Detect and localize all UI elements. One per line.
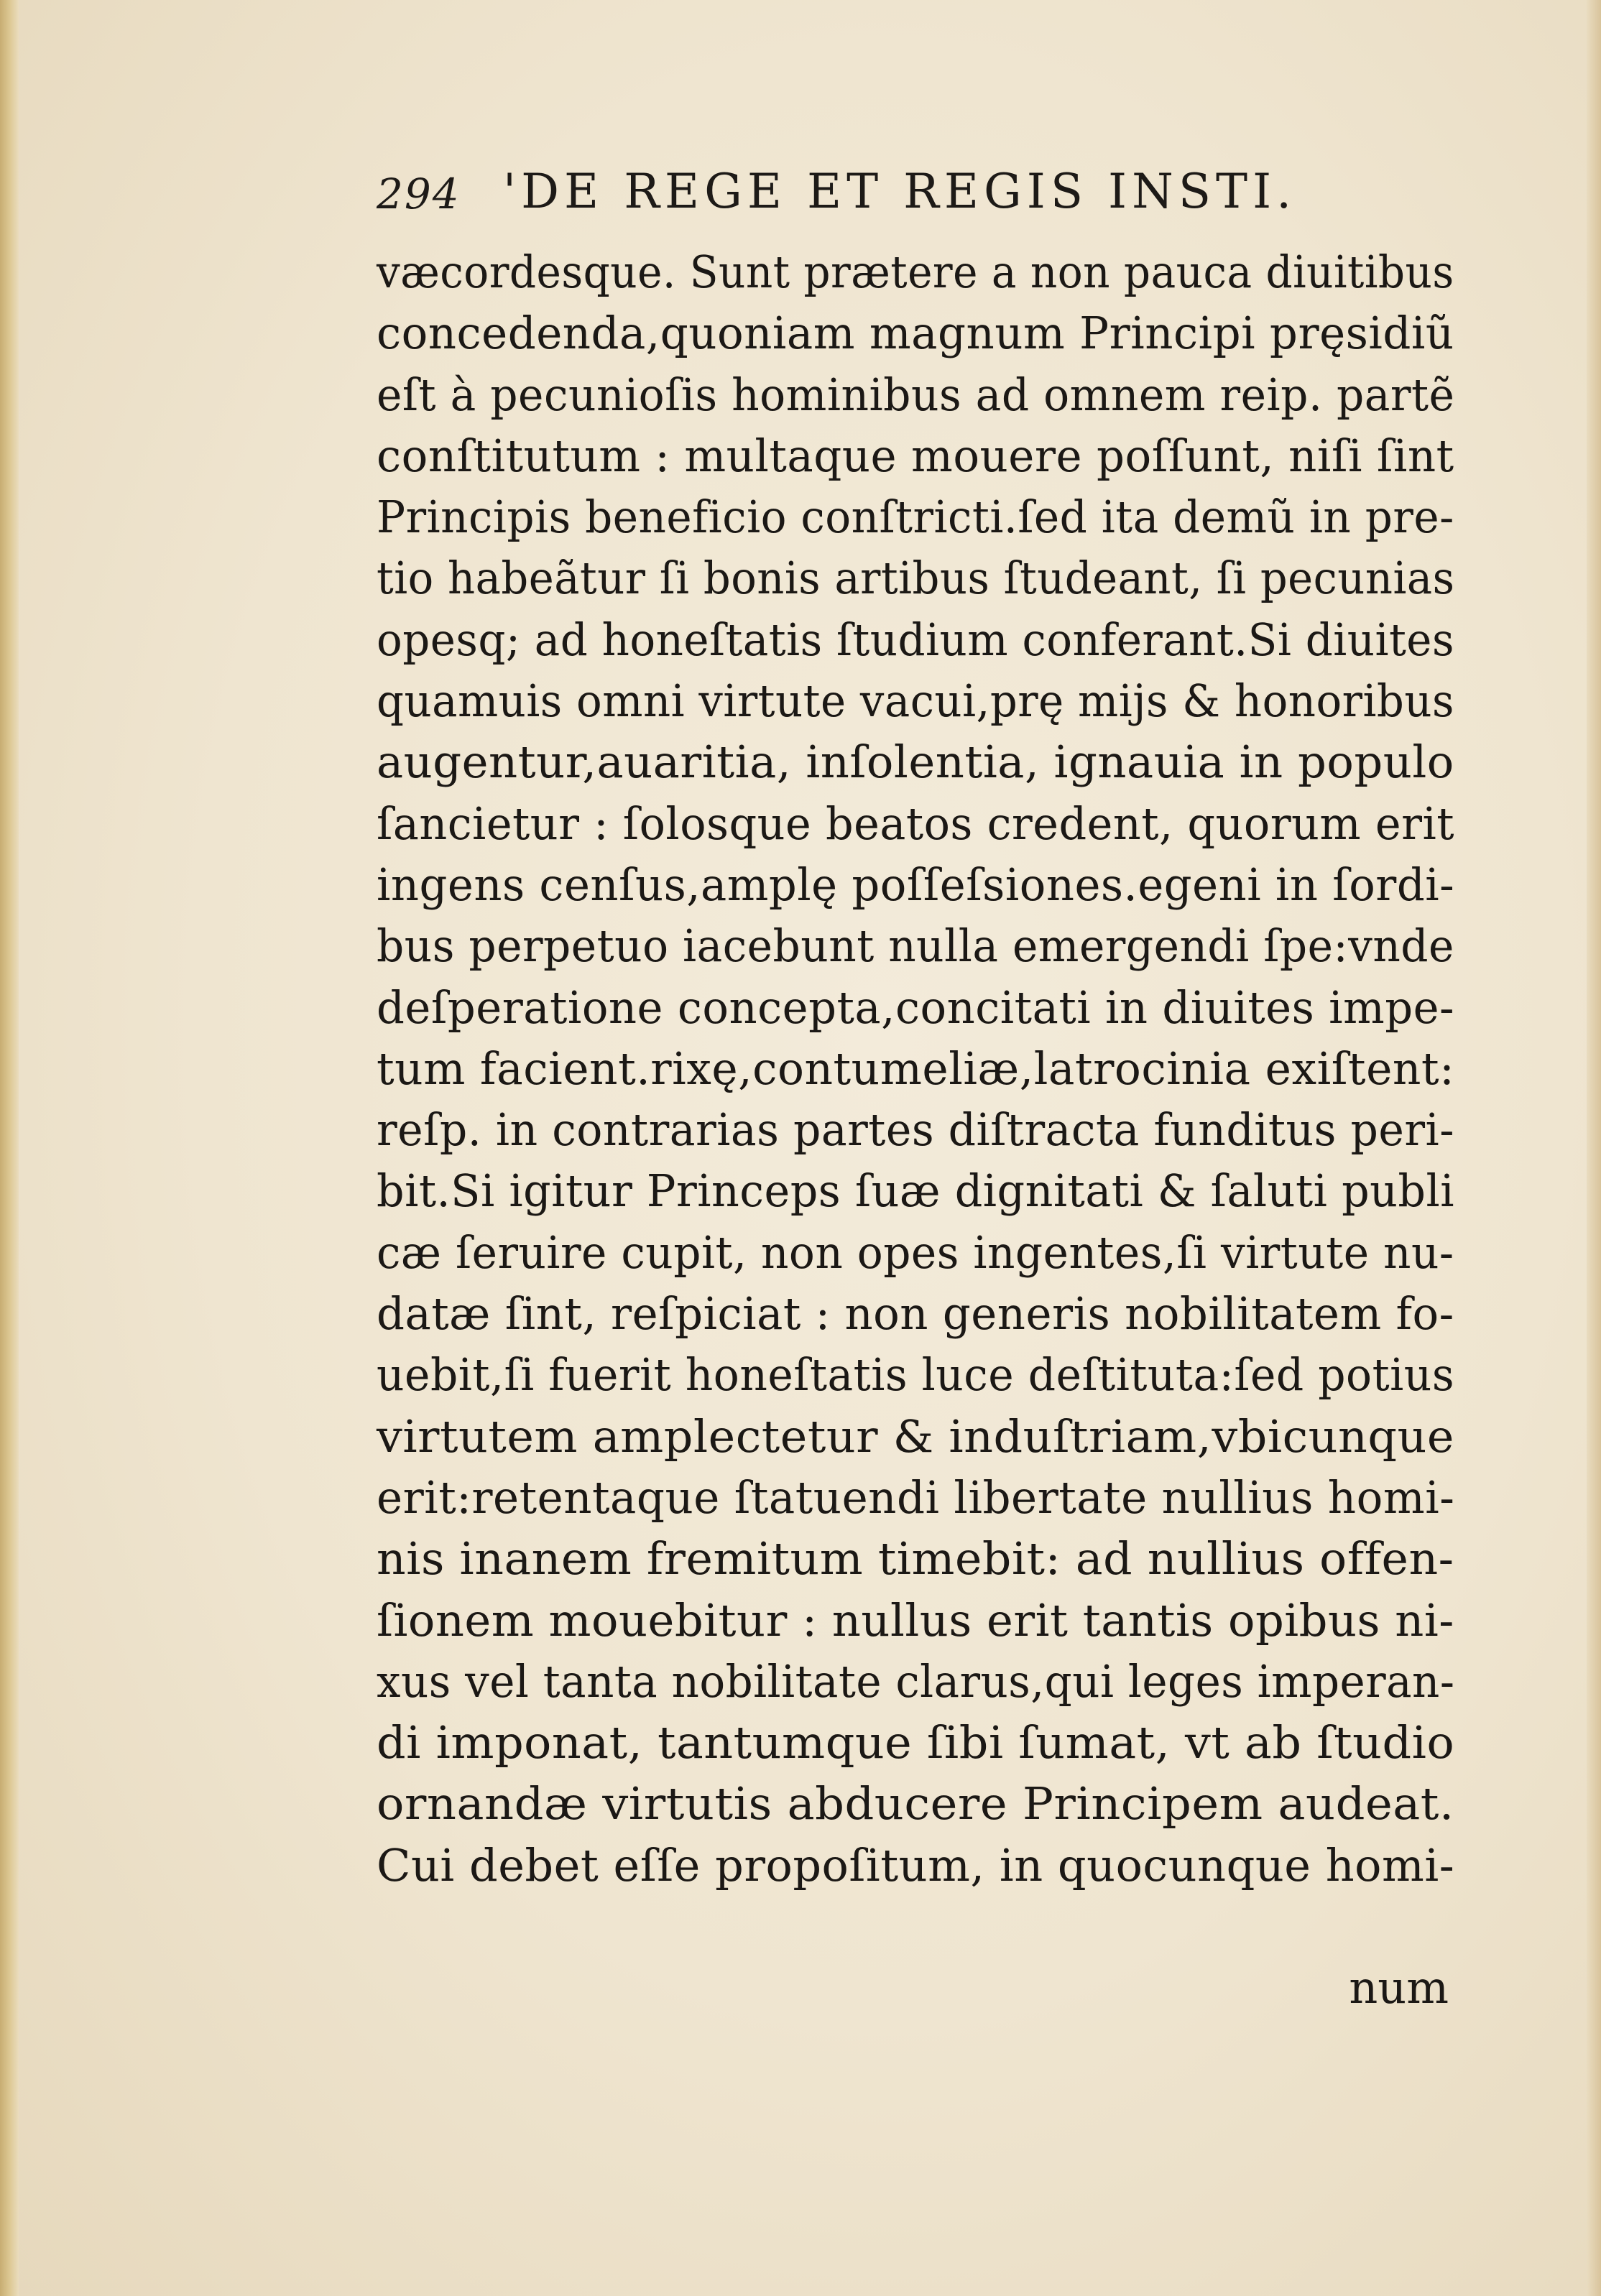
text-line: cæ ſeruire cupit, non opes ingentes,ſi virtute nu- [377, 1226, 1454, 1279]
text-line: virtutem amplectetur & induſtriam,vbicunque [377, 1409, 1454, 1463]
page-gutter-edge [0, 0, 19, 2296]
text-line: conſtitutum : multaque mouere poſſunt, niſi ſint [377, 429, 1454, 482]
text-line: quamuis omni virtute vacui,prę mijs & honoribus [377, 675, 1454, 728]
text-line: datæ ſint, reſpiciat : non generis nobilitatem fo- [377, 1287, 1454, 1341]
page-header [377, 164, 1361, 228]
text-line: xus vel tanta nobilitate clarus,qui leges imperan- [377, 1654, 1455, 1708]
text-line: concedenda,quoniam magnum Principi pręsidiũ [377, 307, 1454, 360]
text-line: Cui debet eſſe propoſitum, in quocunque homi- [377, 1838, 1455, 1892]
body-text [377, 241, 1454, 1896]
text-line: ſancietur : ſolosque beatos credent, quorum erit [377, 797, 1455, 850]
text-line: bus perpetuo iacebunt nulla emergendi ſpe:vnde [377, 920, 1454, 973]
page-number: 294 [377, 170, 461, 218]
text-line: uebit,ſi fuerit honeſtatis luce deſtituta:ſed potius [377, 1348, 1455, 1402]
text-line: ingens cenſus,amplę poſſeſsiones.egeni in ſordi- [377, 858, 1455, 911]
text-line: augentur,auaritia, inſolentia, ignauia in populo [377, 736, 1454, 789]
text-line: ſionem mouebitur : nullus erit tantis opibus ni- [377, 1593, 1454, 1647]
text-line: bit.Si igitur Princeps ſuæ dignitati & ſaluti publi [377, 1165, 1455, 1218]
page-fore-edge [1587, 0, 1601, 2296]
text-line: di imponat, tantumque ſibi ſumat, vt ab ſtudio [377, 1716, 1455, 1769]
text-line: eſt à pecunioſis hominibus ad omnem reip. partẽ [377, 368, 1455, 421]
running-head: 'DE REGE ET REGIS INSTI. [503, 164, 1297, 219]
text-line: ornandæ virtutis abducere Principem audeat. [377, 1777, 1454, 1830]
text-line: nis inanem fremitum timebit: ad nullius offen- [377, 1532, 1454, 1586]
text-line: reſp. in contrarias partes diſtracta funditus peri- [377, 1103, 1454, 1157]
text-line: Principis beneficio conſtricti.ſed ita demũ in pre- [377, 491, 1454, 544]
text-line: opesq; ad honeſtatis ſtudium conferant.Si diuites [377, 613, 1454, 666]
text-line: tio habeãtur ſi bonis artibus ſtudeant, ſi pecunias [377, 552, 1455, 605]
text-line: erit:retentaque ſtatuendi libertate nullius homi- [377, 1471, 1455, 1524]
text-line: deſperatione concepta,concitati in diuites impe- [377, 981, 1455, 1034]
catchword: num [1349, 1961, 1449, 2014]
text-line: tum facient.rixę,contumeliæ,latrocinia exiſtent: [377, 1042, 1455, 1095]
text-line: væcordesque. Sunt prætere a non pauca diuitibus [377, 246, 1454, 298]
